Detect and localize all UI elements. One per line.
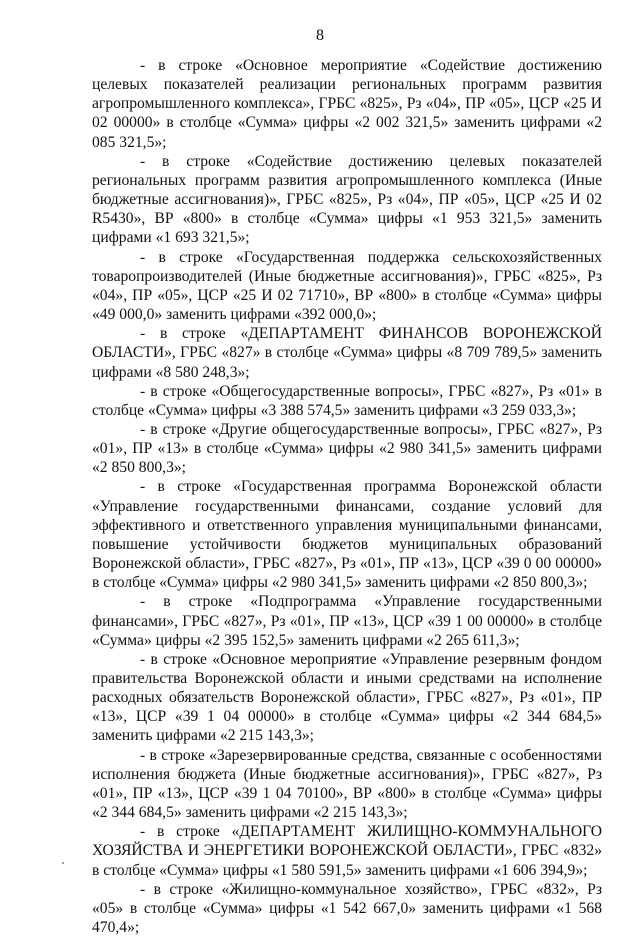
paragraph: - в строке «Подпрограмма «Управление государственными финансами», ГРБС «827», Рз «01», ПР «13», ЦСР «39 1 00 00000» в столбце «Сумма» цифры «2 395 152,5» заменить цифрами «2 265 611,3»; — [92, 593, 602, 649]
paragraph: - в строке «Жилищно-коммунальное хозяйство», ГРБС «832», Рз «05» в столбце «Сумма» цифры «1 542 667,0» заменить цифрами «1 568 470,4»; — [92, 880, 602, 937]
paragraph: - в строке «Основное мероприятие «Содействие достижению целевых показателей реализации региональных программ развития агропромышленного комплекса», ГРБС «825», Рз «04», ПР «05», ЦСР «25 И 02 00000» в столбце «Сумма» цифры «2 002 321,5» заменить цифрами «2 085 321,5»; — [92, 57, 602, 151]
paragraph: - в строке «ДЕПАРТАМЕНТ ЖИЛИЩНО-КОММУНАЛЬНОГО ХОЗЯЙСТВА И ЭНЕРГЕТИКИ ВОРОНЕЖСКОЙ ОБЛАСТИ», ГРБС «832» в столбце «Сумма» цифры «1 580 591,5» заменить цифрами «1 606 394,9»; — [92, 823, 602, 879]
paragraph: - в строке «Содействие достижению целевых показателей региональных программ развития агропромышленного комплекса (Иные бюджетные ассигнования)», ГРБС «825», Рз «04», ПР «05», ЦСР «25 И 02 R5430», ВР «800» в столбце «Сумма» цифры «1 953 321,5» заменить цифрами «1 693 321,5»; — [92, 152, 602, 247]
paragraph: - в строке «Основное мероприятие «Управление резервным фондом правительства Воронежской области и иными средствами на исполнение расходных обязательств Воронежской области», ГРБС «827», Рз «01», ПР «13», ЦСР «39 1 04 00000» в столбце «Сумма» цифры «2 344 684,5» заменить цифрами «2 215 143,3»; — [92, 650, 602, 745]
paragraph: - в строке «Общегосударственные вопросы», ГРБС «827», Рз «01» в столбце «Сумма» цифры «3 388 574,5» заменить цифрами «3 259 033,3»; — [92, 382, 602, 419]
paragraph: - в строке «Зарезервированные средства, связанные с особенностями исполнения бюджета (Иные бюджетные ассигнования)», ГРБС «827», Рз «01», ПР «13», ЦСР «39 1 04 70100», ВР «800» в столбце «Сумма» цифры «2 344 684,5» заменить цифрами «2 215 143,3»; — [92, 746, 602, 822]
paragraph: - в строке «Государственная поддержка сельскохозяйственных товаропроизводителей (Иные бюджетные ассигнования)», ГРБС «825», Рз «04», ПР «05», ЦСР «25 И 02 71710», ВР «800» в столбце «Сумма» цифры «49 000,0» заменить цифрами «392 000,0»; — [92, 248, 602, 324]
paragraph: - в строке «Государственная программа Воронежской области «Управление государственными финансами, создание условий для эффективного и ответственного управления муниципальными финансами, повышение устойчивости бюджетов муниципальных образований Воронежской области», ГРБС «827», Рз «01», ПР «13», ЦСР «39 0 00 00000» в столбце «Сумма» цифры «2 980 341,5» заменить цифрами «2 850 800,3»; — [92, 478, 602, 592]
paragraph: - в строке «ДЕПАРТАМЕНТ ФИНАНСОВ ВОРОНЕЖСКОЙ ОБЛАСТИ», ГРБС «827» в столбце «Сумма» цифры «8 709 789,5» заменить цифрами «8 580 248,3»; — [92, 325, 602, 381]
scan-speck — [62, 862, 64, 864]
page-number: 8 — [316, 27, 324, 44]
paragraph: - в строке «Другие общегосударственные вопросы», ГРБС «827», Рз «01», ПР «13» в столбце «Сумма» цифры «2 980 341,5» заменить цифрами «2 850 800,3»; — [92, 420, 602, 477]
